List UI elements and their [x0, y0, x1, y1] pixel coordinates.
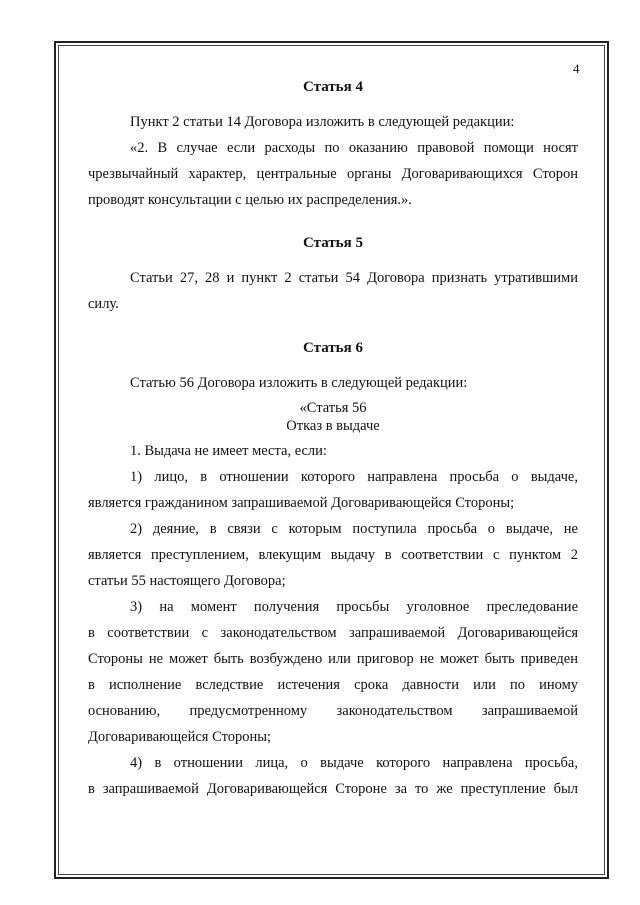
- text-line: в соответствии с законодательством запрашиваемой Договаривающейся: [88, 625, 578, 641]
- page-number: 4: [573, 61, 580, 76]
- text-line: 2) деяние, в связи с которым поступила просьба о выдаче, не: [130, 521, 578, 537]
- text-line: Пункт 2 статьи 14 Договора изложить в следующей редакции:: [130, 114, 515, 130]
- article-5-heading: Статья 5: [303, 235, 363, 251]
- text-line: является гражданином запрашиваемой Договаривающейся Стороны;: [88, 495, 515, 511]
- text-line: проводят консультации с целью их распределения.».: [88, 192, 412, 208]
- text-line: основанию, предусмотренному законодательством запрашиваемой: [88, 703, 578, 719]
- text-line: силу.: [88, 296, 119, 312]
- article-6-heading: Статья 6: [303, 340, 363, 356]
- text-line: 1) лицо, в отношении которого направлена просьба о выдаче,: [130, 469, 578, 485]
- text-line: 1. Выдача не имеет места, если:: [130, 443, 327, 459]
- text-line: «2. В случае если расходы по оказанию правовой помощи носят: [130, 140, 578, 156]
- text-line: чрезвычайный характер, центральные органы Договаривающихся Сторон: [88, 166, 578, 182]
- text-line: 3) на момент получения просьбы уголовное преследование: [130, 599, 578, 615]
- text-line: 4) в отношении лица, о выдаче которого направлена просьба,: [130, 755, 578, 771]
- sub-article-number: «Статья 56: [299, 400, 367, 416]
- text-line: Стороны не может быть возбуждено или приговор не может быть приведен: [88, 651, 578, 667]
- article-4-heading: Статья 4: [303, 79, 363, 95]
- text-line: Статью 56 Договора изложить в следующей редакции:: [130, 375, 468, 391]
- text-line: является преступлением, влекущим выдачу в соответствии с пунктом 2: [88, 547, 578, 563]
- text-line: в запрашиваемой Договаривающейся Стороне за то же преступление был: [88, 781, 578, 797]
- sub-article-title: Отказ в выдаче: [286, 418, 380, 434]
- text-line: статьи 55 настоящего Договора;: [88, 573, 286, 589]
- text-line: в исполнение вследствие истечения срока давности или по иному: [88, 677, 578, 693]
- text-line: Статьи 27, 28 и пункт 2 статьи 54 Договора признать утратившими: [130, 270, 578, 286]
- text-line: Договаривающейся Стороны;: [88, 729, 271, 745]
